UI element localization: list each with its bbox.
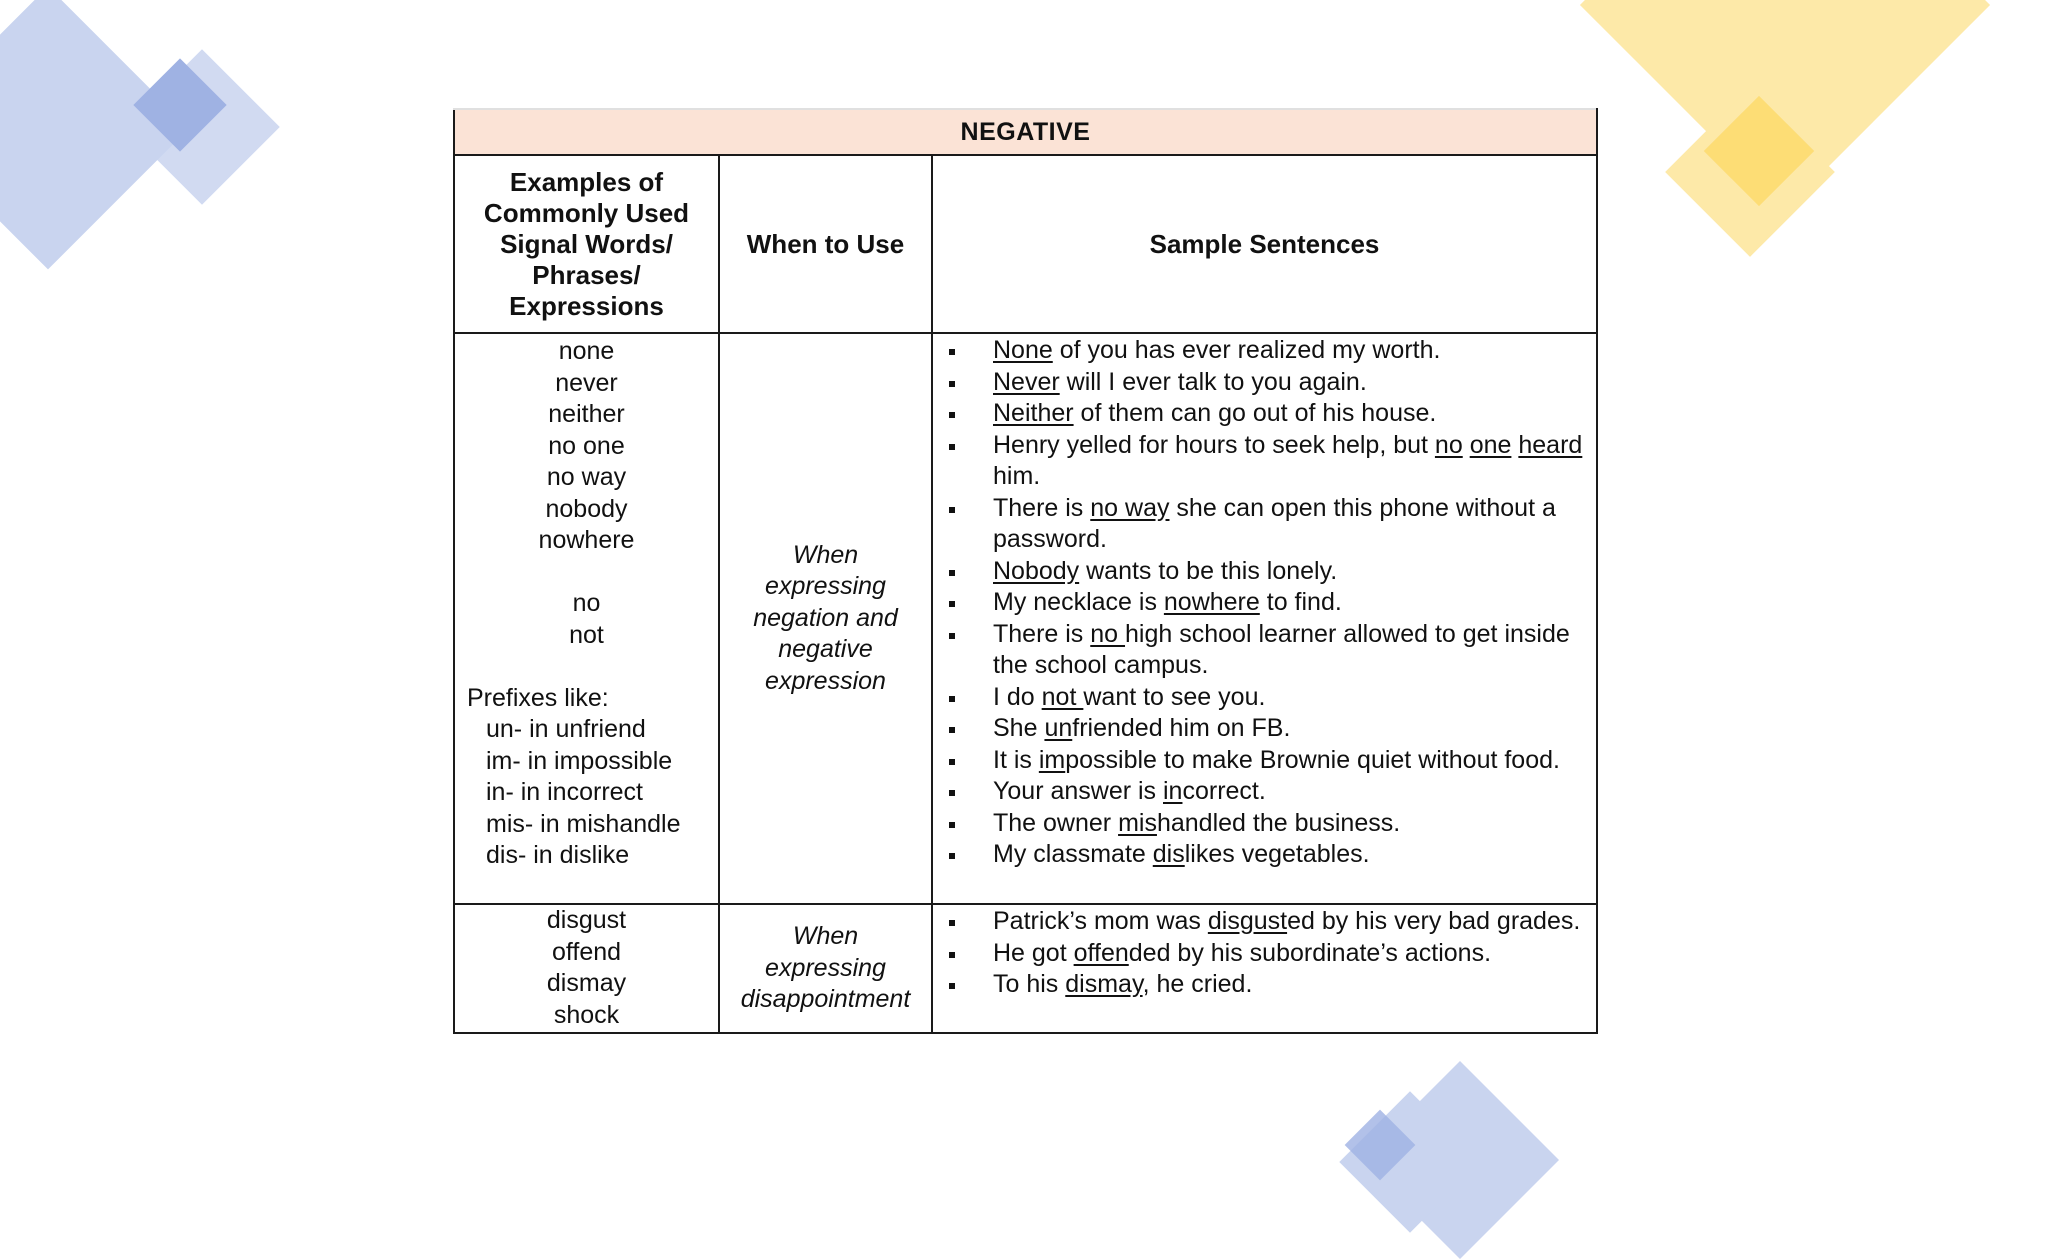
signal-word-underlined: disgust bbox=[1207, 907, 1288, 935]
when-line: disappointment bbox=[740, 985, 911, 1014]
when-line: negation and bbox=[753, 603, 898, 632]
signal-word-underlined: not bbox=[1041, 682, 1084, 711]
sentence-text: , he cried. bbox=[1142, 970, 1253, 998]
signal-word: not bbox=[569, 620, 604, 649]
sample-sentence bbox=[947, 839, 1596, 871]
when-to-use-cell bbox=[719, 904, 932, 1033]
signal-words-cell bbox=[454, 904, 719, 1033]
signal-word bbox=[455, 557, 718, 589]
sentence-text: She bbox=[993, 714, 1045, 742]
sentence-text: My necklace is bbox=[993, 588, 1164, 616]
sentence-text: Your answer is bbox=[993, 777, 1163, 805]
prefix-example: im- in impossible bbox=[486, 746, 673, 775]
signal-word-underlined: im bbox=[1038, 745, 1066, 774]
sentence-text: My classmate bbox=[993, 840, 1153, 868]
sample-sentence bbox=[947, 938, 1596, 970]
sentence-text: wants to be this lonely. bbox=[1079, 556, 1338, 585]
prefix-example: mis- in mishandle bbox=[486, 809, 681, 838]
header-line: Signal Words/ bbox=[500, 228, 673, 259]
prefix-example: un- in unfriend bbox=[486, 715, 646, 743]
sample-sentences-cell bbox=[932, 333, 1597, 904]
sample-sentence bbox=[947, 682, 1596, 714]
signal-word-underlined: dismay bbox=[1065, 970, 1143, 998]
signal-word: none bbox=[558, 337, 615, 365]
header-line: Examples of bbox=[509, 166, 664, 197]
sentence-text: to find. bbox=[1259, 588, 1342, 616]
sample-sentence bbox=[947, 619, 1596, 682]
sentence-text: It is bbox=[993, 745, 1039, 774]
sample-sentence bbox=[947, 969, 1596, 1001]
signal-word-underlined: Nobody bbox=[993, 556, 1080, 585]
sentence-text: He got bbox=[993, 938, 1074, 967]
signal-word-underlined: un bbox=[1044, 714, 1073, 742]
header-line: Phrases/ bbox=[532, 259, 641, 290]
header-signal-words bbox=[454, 155, 719, 333]
signal-word: never bbox=[555, 368, 618, 397]
signal-word-underlined: one bbox=[1469, 430, 1512, 459]
sentence-text bbox=[1463, 431, 1470, 459]
sentence-text: Henry yelled for hours to seek help, but bbox=[993, 430, 1435, 459]
sentence-text: handled the business. bbox=[1156, 808, 1401, 837]
signal-word-underlined: dis bbox=[1152, 840, 1185, 868]
sample-sentence bbox=[947, 587, 1596, 619]
header-line: Commonly Used bbox=[483, 197, 690, 228]
when-line: expression bbox=[765, 666, 886, 695]
table-title: NEGATIVE bbox=[454, 109, 1597, 155]
prefix-example: in- in incorrect bbox=[486, 778, 643, 806]
negative-signal-words-table bbox=[453, 108, 1598, 1034]
signal-word: no way bbox=[546, 463, 627, 491]
sentence-text: ed by his very bad grades. bbox=[1287, 907, 1581, 935]
signal-word-underlined: no way bbox=[1090, 493, 1170, 522]
header-line: Expressions bbox=[509, 290, 664, 321]
sentence-text: possible to make Brownie quiet without food. bbox=[1065, 745, 1560, 774]
when-to-use-cell bbox=[719, 333, 932, 904]
sentence-text: ded by his subordinate’s actions. bbox=[1128, 938, 1492, 967]
signal-word: disgust bbox=[546, 906, 627, 934]
sample-sentence bbox=[947, 367, 1596, 399]
signal-word: nowhere bbox=[538, 526, 635, 554]
sentence-text: I do bbox=[993, 682, 1042, 711]
sentence-list bbox=[933, 906, 1596, 1001]
sample-sentence bbox=[947, 713, 1596, 745]
sample-sentences-cell bbox=[932, 904, 1597, 1033]
when-line: expressing bbox=[765, 572, 886, 601]
sentence-text: There is bbox=[993, 493, 1091, 522]
when-line: When bbox=[792, 540, 859, 569]
when-line: expressing bbox=[765, 953, 886, 982]
sentence-text: To his bbox=[993, 970, 1066, 998]
when-line: When bbox=[792, 922, 859, 951]
sentence-text: Patrick’s mom was bbox=[993, 907, 1208, 935]
sample-sentence bbox=[947, 745, 1596, 777]
sentence-text: likes vegetables. bbox=[1184, 840, 1370, 868]
signal-word: dismay bbox=[546, 969, 627, 997]
signal-word: offend bbox=[551, 937, 622, 966]
when-line: negative bbox=[778, 635, 873, 664]
sentence-text: friended him on FB. bbox=[1072, 714, 1291, 742]
signal-word: no bbox=[572, 589, 601, 617]
sentence-text: she can open this phone without a password. bbox=[993, 493, 1556, 553]
sentence-text: high school learner allowed to get inside the school campus. bbox=[993, 619, 1570, 679]
sample-sentence bbox=[947, 335, 1596, 367]
signal-word-underlined: no bbox=[1090, 619, 1126, 648]
sample-sentence bbox=[947, 808, 1596, 840]
sample-sentence bbox=[947, 493, 1596, 556]
signal-word-underlined: None bbox=[993, 336, 1053, 364]
prefix-label: Prefixes like: bbox=[467, 683, 609, 712]
prefix-group bbox=[455, 683, 718, 872]
sample-sentence bbox=[947, 556, 1596, 588]
signal-word-underlined: in bbox=[1163, 777, 1183, 805]
sentence-text: of you has ever realized my worth. bbox=[1052, 336, 1441, 364]
signal-word bbox=[455, 651, 718, 683]
signal-word-underlined: nowhere bbox=[1163, 588, 1260, 616]
sentence-text: correct. bbox=[1182, 777, 1266, 805]
sample-sentence bbox=[947, 398, 1596, 430]
sentence-list bbox=[933, 335, 1596, 871]
sentence-text: There is bbox=[993, 619, 1091, 648]
sentence-text: The owner bbox=[993, 808, 1119, 837]
signal-word-underlined: no bbox=[1434, 430, 1463, 459]
signal-words-cell bbox=[454, 333, 719, 904]
sample-sentence bbox=[947, 430, 1596, 493]
sample-sentence bbox=[947, 906, 1596, 938]
header-when-to-use: When to Use bbox=[719, 155, 932, 333]
signal-word-underlined: offen bbox=[1073, 938, 1129, 967]
header-sample-sentences: Sample Sentences bbox=[932, 155, 1597, 333]
sentence-text: him. bbox=[993, 462, 1041, 490]
signal-word: shock bbox=[553, 1000, 620, 1029]
signal-word-underlined: Neither bbox=[993, 399, 1074, 427]
signal-word: neither bbox=[548, 400, 625, 428]
signal-word-underlined: Never bbox=[993, 367, 1060, 396]
signal-word: no one bbox=[548, 431, 625, 460]
signal-word: nobody bbox=[545, 494, 628, 523]
sentence-text: will I ever talk to you again. bbox=[1059, 367, 1367, 396]
sentence-text: of them can go out of his house. bbox=[1073, 399, 1437, 427]
prefix-example: dis- in dislike bbox=[486, 841, 630, 869]
sentence-text: want to see you. bbox=[1083, 682, 1266, 711]
signal-word-underlined: mis bbox=[1118, 808, 1157, 837]
sample-sentence bbox=[947, 776, 1596, 808]
signal-word-underlined: heard bbox=[1518, 430, 1583, 459]
